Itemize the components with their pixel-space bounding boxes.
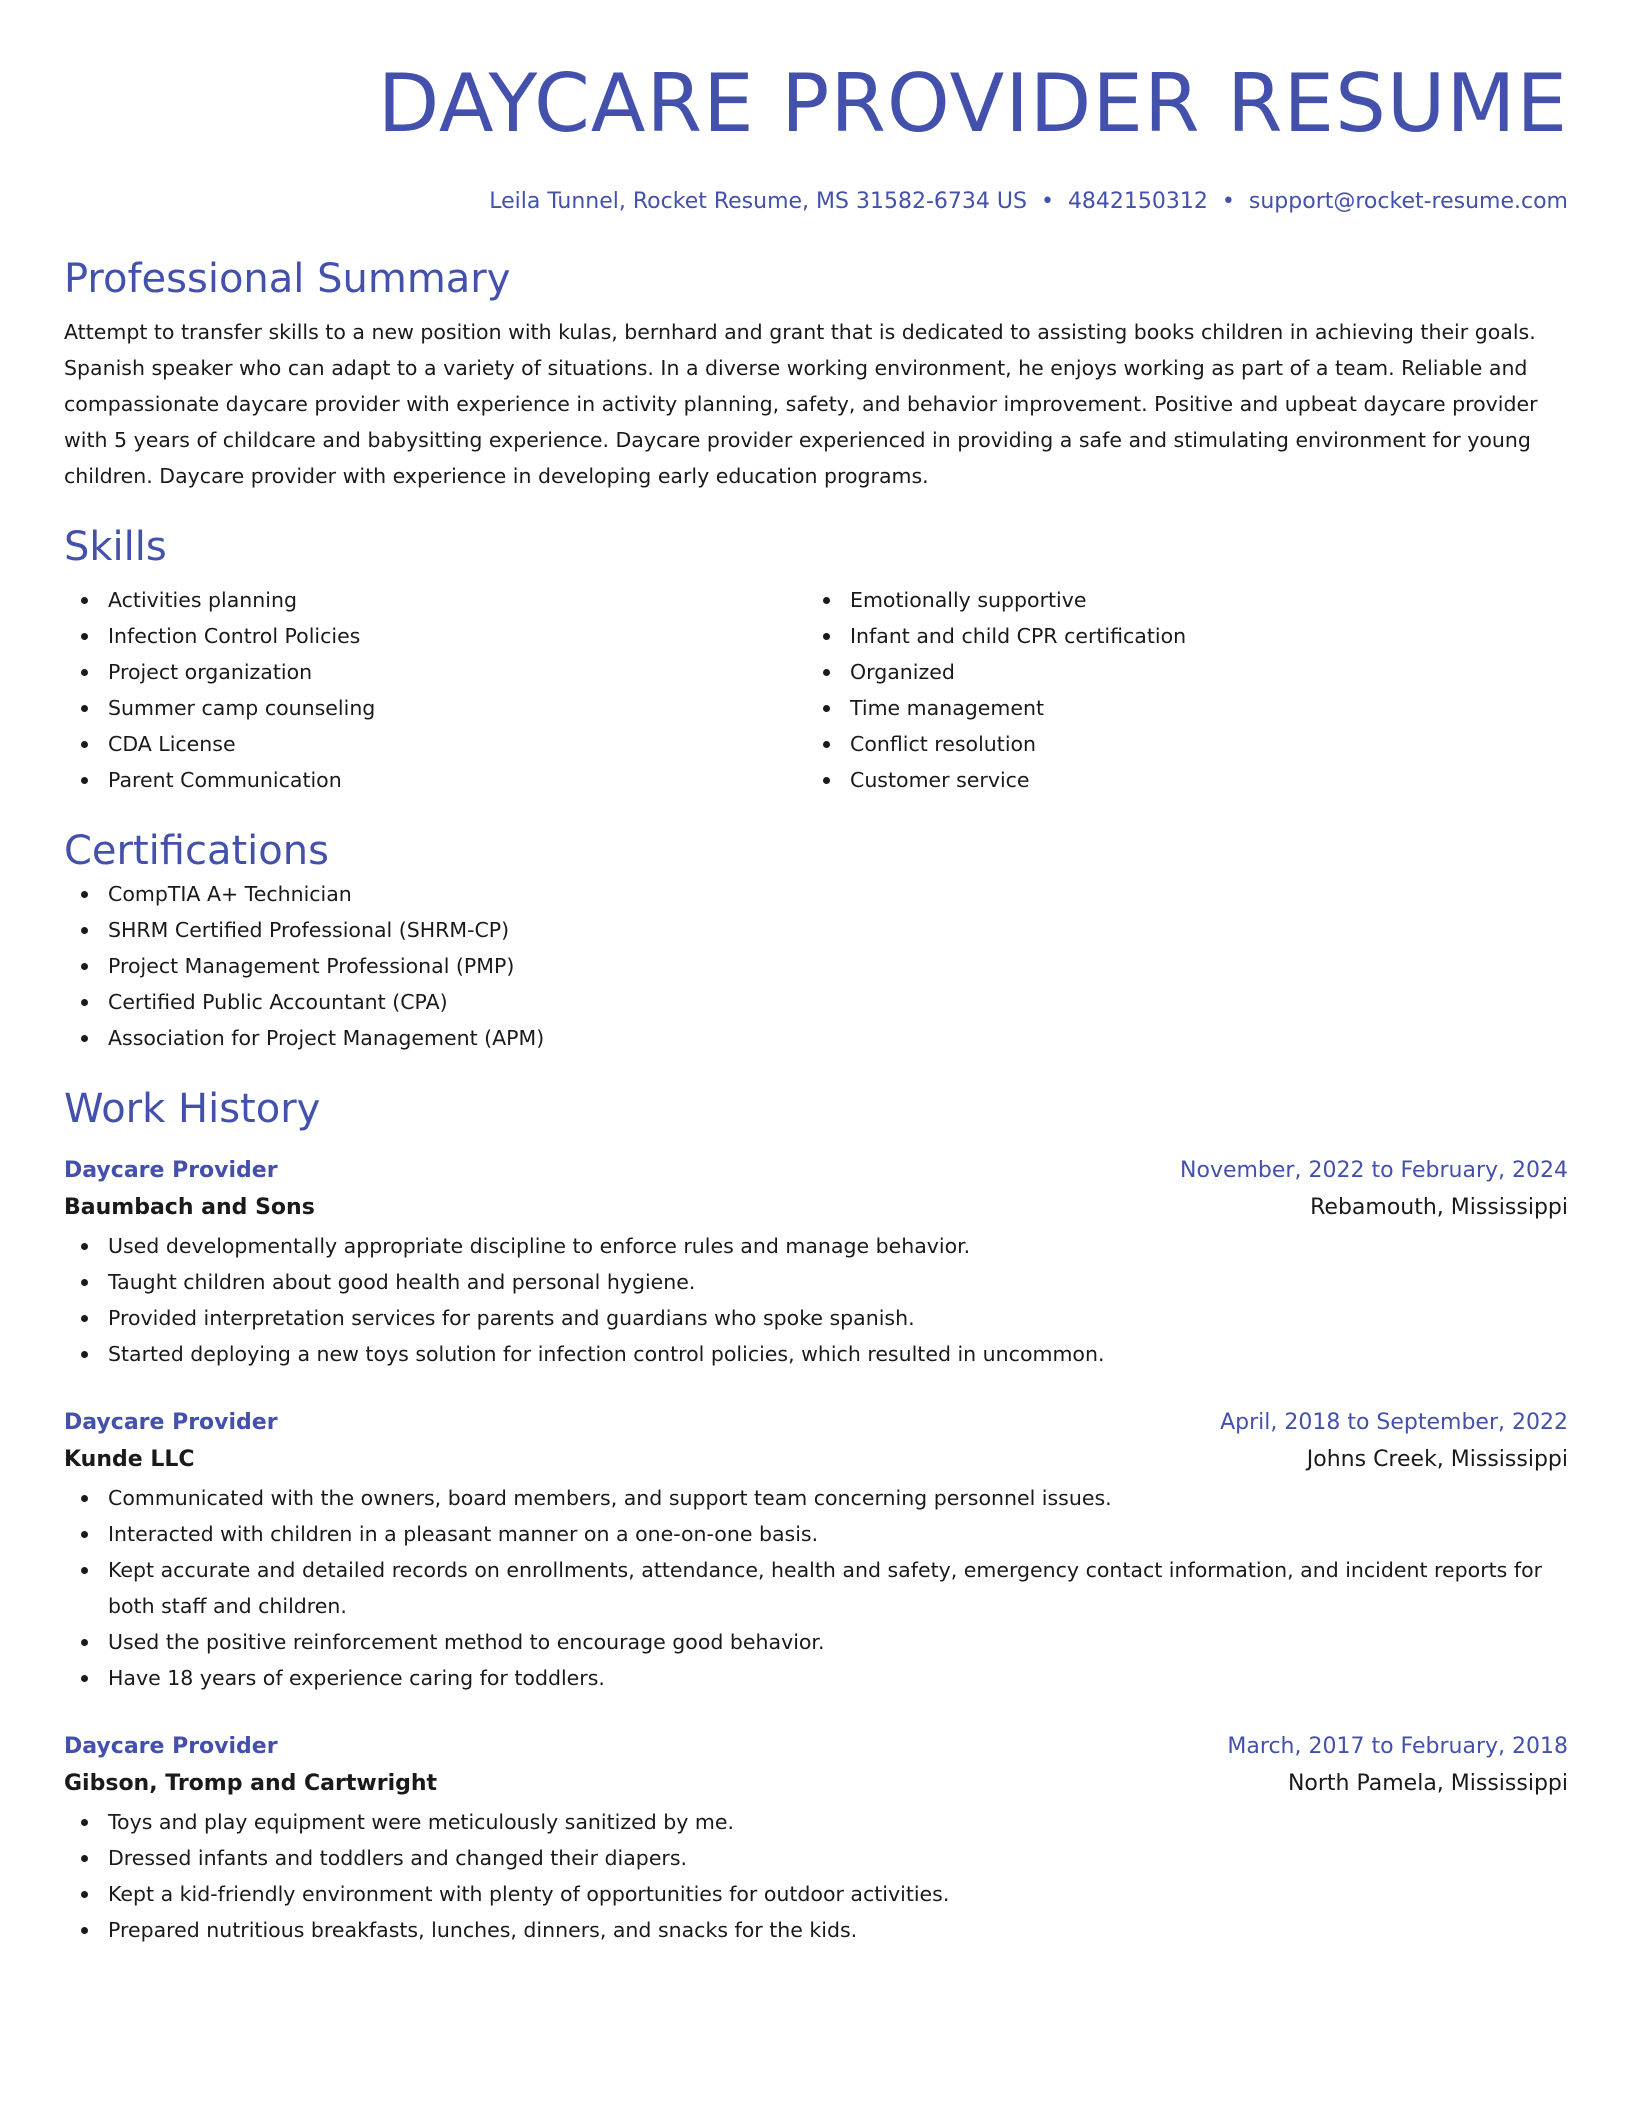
skills-heading: Skills xyxy=(64,524,167,570)
resume-title: DAYCARE PROVIDER RESUME xyxy=(377,57,1568,150)
summary-heading: Professional Summary xyxy=(64,256,511,302)
job-dates: March, 2017 to February, 2018 xyxy=(1227,1734,1568,1759)
summary-text: Attempt to transfer skills to a new position with kulas, bernhard and grant that is dedicated to assisting books children in achieving their goals. Spanish speaker who can adapt to a variety of situations. In a diverse working environment, he enjoys working as part of a team. Reliable and compassionate daycare provider with experience in activity planning, safety, and behavior improvement. Positive and upbeat daycare provider with 5 years of childcare and babysitting experience. Daycare provider experienced in providing a safe and stimulating environment for young children. Daycare provider with experience in developing early education programs. xyxy=(64,320,1538,488)
skill-item: Project organization xyxy=(64,654,806,690)
job-entry xyxy=(64,1154,1568,1372)
skills-grid xyxy=(64,582,1568,798)
job-company-row xyxy=(64,1764,1568,1804)
job-company-row xyxy=(64,1440,1568,1480)
skill-item: Activities planning xyxy=(64,582,806,618)
skills-list-left xyxy=(64,582,806,798)
work-history-heading: Work History xyxy=(64,1086,321,1132)
job-duty-item: Taught children about good health and personal hygiene. xyxy=(64,1264,1568,1300)
certification-item: Association for Project Management (APM) xyxy=(64,1020,1568,1056)
job-location: Johns Creek, Mississippi xyxy=(1306,1447,1568,1472)
job-header-row xyxy=(64,1730,1568,1764)
contact-separator: • xyxy=(1221,189,1235,214)
job-duty-item: Started deploying a new toys solution for infection control policies, which resulted in uncommon. xyxy=(64,1336,1568,1372)
job-company: Baumbach and Sons xyxy=(64,1195,315,1220)
contact-email[interactable]: support@rocket-resume.com xyxy=(1248,189,1568,214)
job-duty-item: Kept a kid-friendly environment with plenty of opportunities for outdoor activities. xyxy=(64,1876,1568,1912)
skill-item: Organized xyxy=(806,654,1548,690)
job-duty-item: Used the positive reinforcement method to encourage good behavior. xyxy=(64,1624,1568,1660)
certifications-heading: Certifications xyxy=(64,828,329,874)
certification-item: SHRM Certified Professional (SHRM-CP) xyxy=(64,912,1568,948)
job-duty-item: Have 18 years of experience caring for toddlers. xyxy=(64,1660,1568,1696)
skills-column-left xyxy=(64,582,806,798)
job-company: Kunde LLC xyxy=(64,1447,195,1472)
job-dates: November, 2022 to February, 2024 xyxy=(1180,1158,1568,1183)
skill-item: Customer service xyxy=(806,762,1548,798)
job-duty-item: Toys and play equipment were meticulously sanitized by me. xyxy=(64,1804,1568,1840)
job-duty-item: Used developmentally appropriate discipline to enforce rules and manage behavior. xyxy=(64,1228,1568,1264)
job-location: North Pamela, Mississippi xyxy=(1287,1771,1568,1796)
job-dates: April, 2018 to September, 2022 xyxy=(1220,1410,1568,1435)
job-role: Daycare Provider xyxy=(64,1410,278,1435)
contact-line xyxy=(64,186,1568,218)
certification-item: CompTIA A+ Technician xyxy=(64,876,1568,912)
job-header-row xyxy=(64,1154,1568,1188)
skill-item: Infant and child CPR certification xyxy=(806,618,1548,654)
skill-item: Conflict resolution xyxy=(806,726,1548,762)
certification-item: Project Management Professional (PMP) xyxy=(64,948,1568,984)
job-role: Daycare Provider xyxy=(64,1734,278,1759)
job-entry xyxy=(64,1406,1568,1696)
certifications-list xyxy=(64,876,1568,1056)
job-location: Rebamouth, Mississippi xyxy=(1310,1195,1568,1220)
job-duties-list xyxy=(64,1228,1568,1372)
job-entry xyxy=(64,1730,1568,1948)
job-company-row xyxy=(64,1188,1568,1228)
job-duty-item: Provided interpretation services for parents and guardians who spoke spanish. xyxy=(64,1300,1568,1336)
skill-item: Emotionally supportive xyxy=(806,582,1548,618)
job-role: Daycare Provider xyxy=(64,1158,278,1183)
skill-item: Time management xyxy=(806,690,1548,726)
skill-item: Infection Control Policies xyxy=(64,618,806,654)
skill-item: Summer camp counseling xyxy=(64,690,806,726)
job-duties-list xyxy=(64,1804,1568,1948)
skill-item: Parent Communication xyxy=(64,762,806,798)
skills-column-right xyxy=(806,582,1548,798)
job-duties-list xyxy=(64,1480,1568,1696)
contact-address: Leila Tunnel, Rocket Resume, MS 31582-6734 US xyxy=(489,189,1027,214)
job-duty-item: Dressed infants and toddlers and changed their diapers. xyxy=(64,1840,1568,1876)
certification-item: Certified Public Accountant (CPA) xyxy=(64,984,1568,1020)
skills-list-right xyxy=(806,582,1548,798)
contact-separator: • xyxy=(1040,189,1054,214)
job-duty-item: Interacted with children in a pleasant manner on a one-on-one basis. xyxy=(64,1516,1568,1552)
job-header-row xyxy=(64,1406,1568,1440)
contact-phone[interactable]: 4842150312 xyxy=(1067,189,1208,214)
job-duty-item: Communicated with the owners, board members, and support team concerning personnel issues. xyxy=(64,1480,1568,1516)
job-duty-item: Prepared nutritious breakfasts, lunches, dinners, and snacks for the kids. xyxy=(64,1912,1568,1948)
skill-item: CDA License xyxy=(64,726,806,762)
job-duty-item: Kept accurate and detailed records on enrollments, attendance, health and safety, emergency contact information, and incident reports for both staff and children. xyxy=(64,1552,1568,1624)
job-company: Gibson, Tromp and Cartwright xyxy=(64,1771,438,1796)
